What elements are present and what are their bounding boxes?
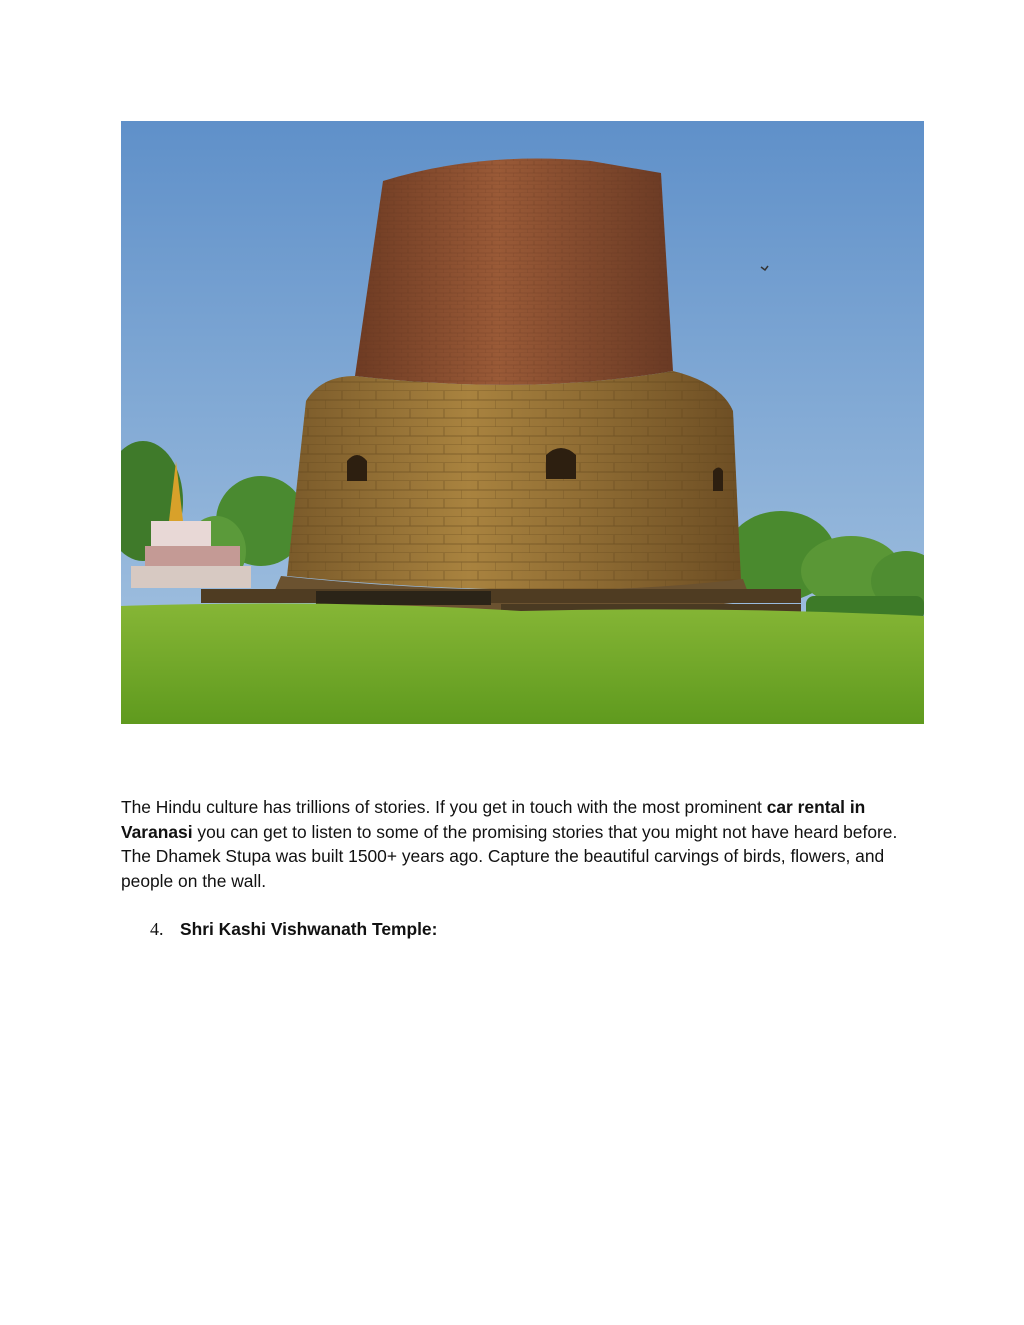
- stupa-illustration: [121, 121, 924, 724]
- list-item-number: 4.: [150, 919, 164, 939]
- car-rental-bold-text: car rental in Varanasi: [121, 797, 866, 842]
- paragraph-text-2: you can get to listen to some of the promising stories that you might not have heard before. The Dhamek Stupa was built 1500+ years ago. Capture the beautiful carvings of birds, flowers, and people on the wall.: [121, 821, 898, 891]
- paragraph-text-1: The Hindu culture has trillions of stories. If you get in touch with the most prominent: [121, 797, 767, 817]
- stupa-photo: [121, 121, 924, 724]
- list-item-heading: Shri Kashi Vishwanath Temple:: [180, 919, 438, 939]
- body-paragraph: [121, 795, 911, 893]
